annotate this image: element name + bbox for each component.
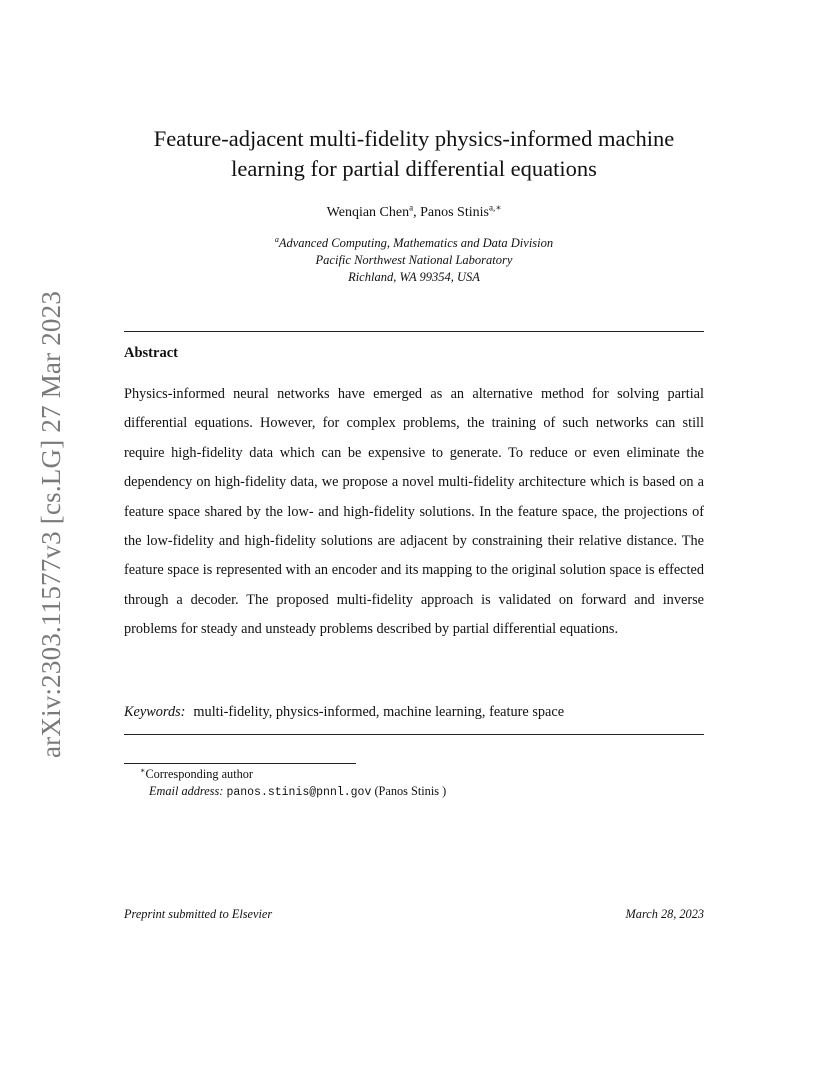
- footnote-divider: [124, 763, 356, 764]
- footnote-mark: ∗: [140, 765, 146, 775]
- email-label: Email address:: [149, 783, 224, 798]
- abstract-text: Physics-informed neural networks have emerged as an alternative method for solving partial differential equations. However, for complex problems, the training of such networks can still require high-fidelity data which can be expensive to generate. To reduce or even eliminate the dependency on high-fidelity data, we propose a novel multi-fidelity architecture which is based on a feature space shared by the low- and high-fidelity solutions. In the feature space, the projections of the low-fidelity and high-fidelity solutions are adjacent by constraining their relative distance. The feature space is represented with an encoder and its mapping to the original solution space is effected through a decoder. The proposed multi-fidelity approach is validated on forward and inverse problems for steady and unsteady problems described by partial differential equations.: [124, 386, 704, 638]
- author-name: Wenqian Chen: [326, 205, 410, 220]
- affiliation-mark: a: [274, 234, 279, 244]
- arxiv-identifier-stamp: arXiv:2303.11577v3 [cs.LG] 27 Mar 2023: [36, 290, 66, 758]
- author-name: Panos Stinis: [420, 205, 489, 220]
- submission-date: March 28, 2023: [625, 907, 704, 921]
- footnote-block: [124, 766, 704, 801]
- email-address-link[interactable]: panos.stinis@pnnl.gov: [226, 785, 372, 799]
- keywords-line: [124, 704, 704, 721]
- keywords-label: Keywords:: [124, 704, 186, 720]
- title-line-2: learning for partial differential equations: [231, 156, 597, 181]
- author-affiliation-mark: a: [409, 202, 414, 213]
- affiliation-line-3: Richland, WA 99354, USA: [348, 270, 480, 284]
- email-owner: (Panos Stinis ): [374, 783, 447, 798]
- abstract-heading: Abstract: [124, 345, 178, 361]
- footnote-corresponding: ∗Corresponding author: [140, 765, 254, 781]
- title-line-1: Feature-adjacent multi-fidelity physics-informed machine: [153, 126, 675, 151]
- affiliation-line-1: $^a$Advanced Computing, Mathematics and Data Division: [274, 234, 554, 250]
- preprint-note: Preprint submitted to Elsevier: [124, 907, 273, 921]
- author-affiliation-mark: a,∗: [488, 202, 502, 213]
- keywords-text: multi-fidelity, physics-informed, machine learning, feature space: [193, 704, 565, 720]
- affiliation-line-2: Pacific Northwest National Laboratory: [315, 253, 513, 267]
- author-list: [124, 202, 704, 221]
- affiliation-block: [124, 235, 704, 286]
- abstract-top-divider: [124, 331, 704, 332]
- abstract-bottom-divider: [124, 734, 704, 735]
- author-separator: ,: [413, 205, 421, 220]
- footnote-email-line: [124, 783, 704, 802]
- paper-title: [124, 124, 704, 184]
